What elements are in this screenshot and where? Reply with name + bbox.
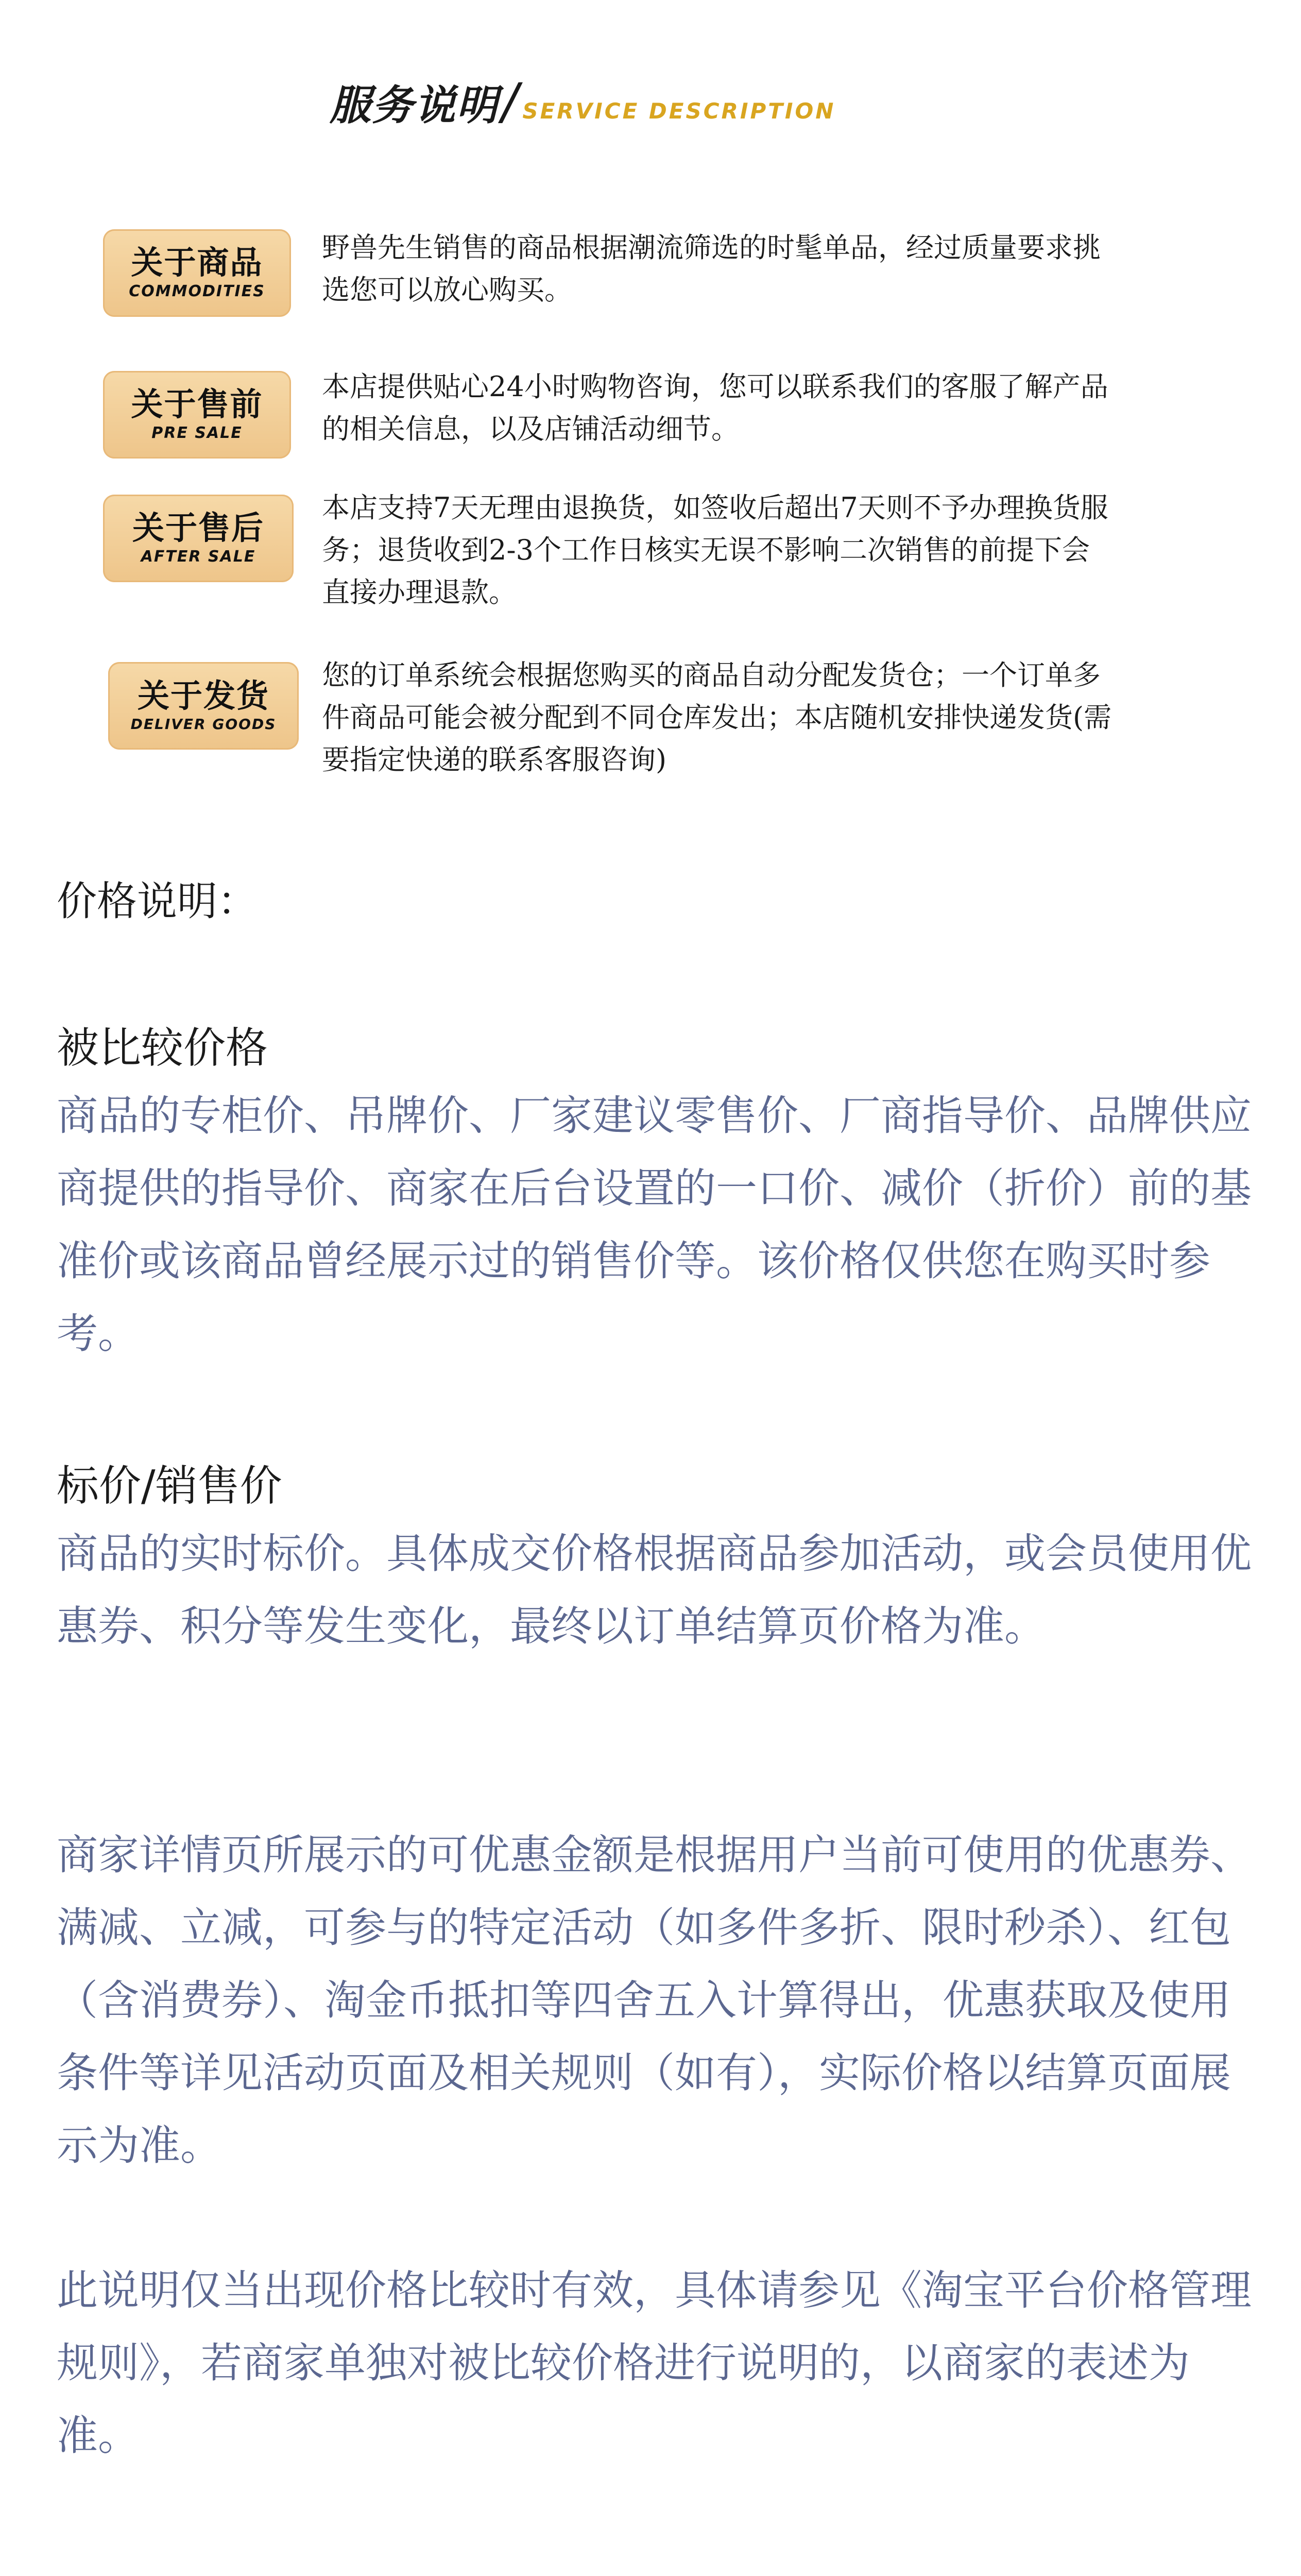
badge-commodities: [103, 229, 291, 317]
section-compared-price: [57, 1018, 1252, 1370]
badge-label-en: COMMODITIES: [129, 282, 265, 301]
header-title-cn: 服务说明: [330, 81, 499, 129]
badge-aftersale: [103, 495, 294, 582]
section-note: [57, 2254, 1252, 2472]
badge-label-en: AFTER SALE: [141, 548, 256, 566]
badge-label-cn: 关于售后: [132, 509, 264, 547]
section-title: 被比较价格: [57, 1024, 268, 1073]
service-text-aftersale: 本店支持7天无理由退换货，如签收后超出7天则不予办理换货服务；退货收到2-3个工作日核实无误不影响二次销售的前提下会直接办理退款。: [322, 492, 1108, 608]
section-body: 此说明仅当出现价格比较时有效，具体请参见《淘宝平台价格管理规则》，若商家单独对被比较价格进行说明的，以商家的表述为准。: [57, 2266, 1252, 2460]
badge-label-cn: 关于售前: [131, 385, 263, 423]
service-text-deliver: 您的订单系统会根据您购买的商品自动分配发货仓；一个订单多件商品可能会被分配到不同仓库发出；本店随机安排快递发货(需要指定快递的联系客服咨询): [322, 659, 1112, 776]
section-body: 商家详情页所展示的可优惠金额是根据用户当前可使用的优惠券、满减、立减，可参与的特定活动（如多件多折、限时秒杀）、红包（含消费券）、淘金币抵扣等四舍五入计算得出，优惠获取及使用条件等详见活动页面及相关规则（如有），实际价格以结算页面展示为准。: [57, 1831, 1252, 2170]
header-title-en: SERVICE DESCRIPTION: [522, 98, 836, 124]
badge-label-cn: 关于发货: [137, 676, 269, 715]
badge-label-en: DELIVER GOODS: [130, 716, 277, 733]
service-text-commodities: 野兽先生销售的商品根据潮流筛选的时髦单品，经过质量要求挑选您可以放心购买。: [322, 231, 1101, 306]
price-heading: 价格说明：: [57, 878, 258, 925]
badge-presale: [103, 371, 291, 459]
section-body: 商品的实时标价。具体成交价格根据商品参加活动，或会员使用优惠券、积分等发生变化，最终以订单结算页价格为准。: [57, 1530, 1252, 1650]
section-merchant-discount: [57, 1819, 1252, 2182]
badge-deliver: [108, 662, 299, 750]
header-slash: /: [502, 73, 519, 130]
section-list-price: [57, 1455, 1252, 1663]
badge-label-en: PRE SALE: [151, 424, 243, 443]
section-title: 标价/销售价: [57, 1462, 282, 1511]
badge-label-cn: 关于商品: [131, 243, 263, 281]
section-body: 商品的专柜价、吊牌价、厂家建议零售价、厂商指导价、品牌供应商提供的指导价、商家在后台设置的一口价、减价（折价）前的基准价或该商品曾经展示过的销售价等。该价格仅供您在购买时参考。: [57, 1092, 1252, 1358]
service-text-presale: 本店提供贴心24小时购物咨询，您可以联系我们的客服了解产品的相关信息，以及店铺活动细节。: [322, 370, 1108, 445]
service-header: [330, 59, 836, 130]
